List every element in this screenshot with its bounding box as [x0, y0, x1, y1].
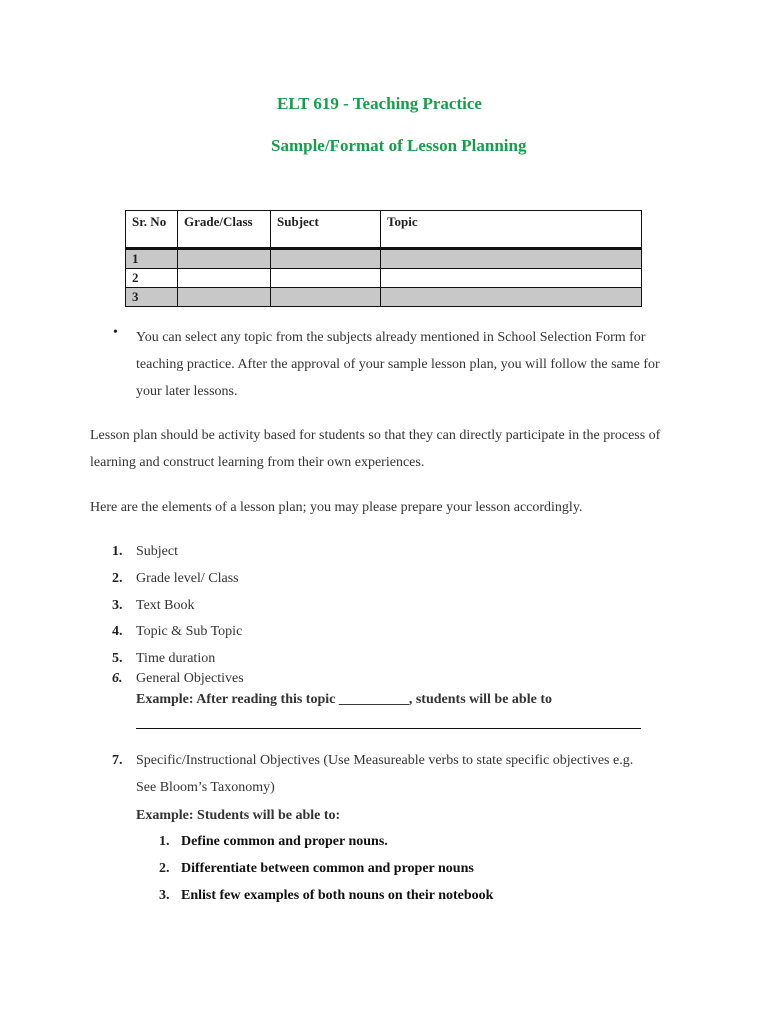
document-subtitle: Sample/Format of Lesson Planning: [271, 136, 527, 155]
table-cell: [381, 249, 642, 269]
example-general-objectives: Example: After reading this topic __________, students will be able to: [136, 692, 552, 707]
table-cell: [271, 249, 381, 269]
list-item: Grade level/ Class: [136, 571, 239, 586]
sub-list-item: Differentiate between common and proper nouns: [181, 861, 474, 876]
sub-item-number: 2.: [159, 861, 170, 876]
sub-list-item: Enlist few examples of both nouns on their notebook: [181, 888, 494, 903]
paragraph-activity-based: Lesson plan should be activity based for students so that they can directly participate in the process of learning and construct learning from their own experiences.: [90, 428, 661, 470]
table-row: [126, 269, 642, 288]
sub-list-item: Define common and proper nouns.: [181, 834, 388, 849]
example-specific-objectives: Example: Students will be able to:: [136, 808, 341, 823]
sub-item-number: 1.: [159, 834, 170, 849]
table-row: [126, 249, 642, 269]
list-item-number: 2.: [112, 571, 123, 586]
list-item: Subject: [136, 544, 178, 559]
table-cell: [271, 288, 381, 307]
list-item-number: 7.: [112, 753, 123, 768]
header-subject: Subject: [271, 211, 381, 249]
list-item: Text Book: [136, 598, 195, 613]
row-number: 1: [126, 249, 178, 269]
header-grade-class: Grade/Class: [178, 211, 271, 249]
list-item: General Objectives: [136, 671, 244, 686]
lesson-table: [125, 210, 642, 307]
table-cell: [178, 288, 271, 307]
list-item-number: 5.: [112, 651, 123, 666]
list-item-number: 3.: [112, 598, 123, 613]
list-item: Time duration: [136, 651, 216, 666]
document-title: ELT 619 - Teaching Practice: [277, 94, 482, 113]
paragraph-elements-intro: Here are the elements of a lesson plan; you may please prepare your lesson accordingly.: [90, 500, 583, 515]
table-cell: [271, 269, 381, 288]
header-topic: Topic: [381, 211, 642, 249]
list-item: Specific/Instructional Objectives (Use Measureable verbs to state specific objectives e.g.: [136, 753, 634, 768]
header-sr-no: Sr. No: [126, 211, 178, 249]
bullet-text: You can select any topic from the subjects already mentioned in School Selection Form for teaching practice. After the approval of your sample lesson plan, you will follow the same for your later lessons.: [136, 330, 660, 399]
table-cell: [178, 269, 271, 288]
blank-answer-line: [136, 728, 641, 729]
table-cell: [381, 269, 642, 288]
list-item-number: 6.: [112, 671, 123, 686]
row-number: 2: [126, 269, 178, 288]
table-header-row: [126, 211, 642, 249]
row-number: 3: [126, 288, 178, 307]
list-item: Topic & Sub Topic: [136, 624, 243, 639]
bullet-icon: •: [113, 325, 118, 340]
table-cell: [381, 288, 642, 307]
table-cell: [178, 249, 271, 269]
list-item-continuation: See Bloom’s Taxonomy): [136, 780, 275, 795]
table-row: [126, 288, 642, 307]
list-item-number: 1.: [112, 544, 123, 559]
sub-item-number: 3.: [159, 888, 170, 903]
list-item-number: 4.: [112, 624, 123, 639]
